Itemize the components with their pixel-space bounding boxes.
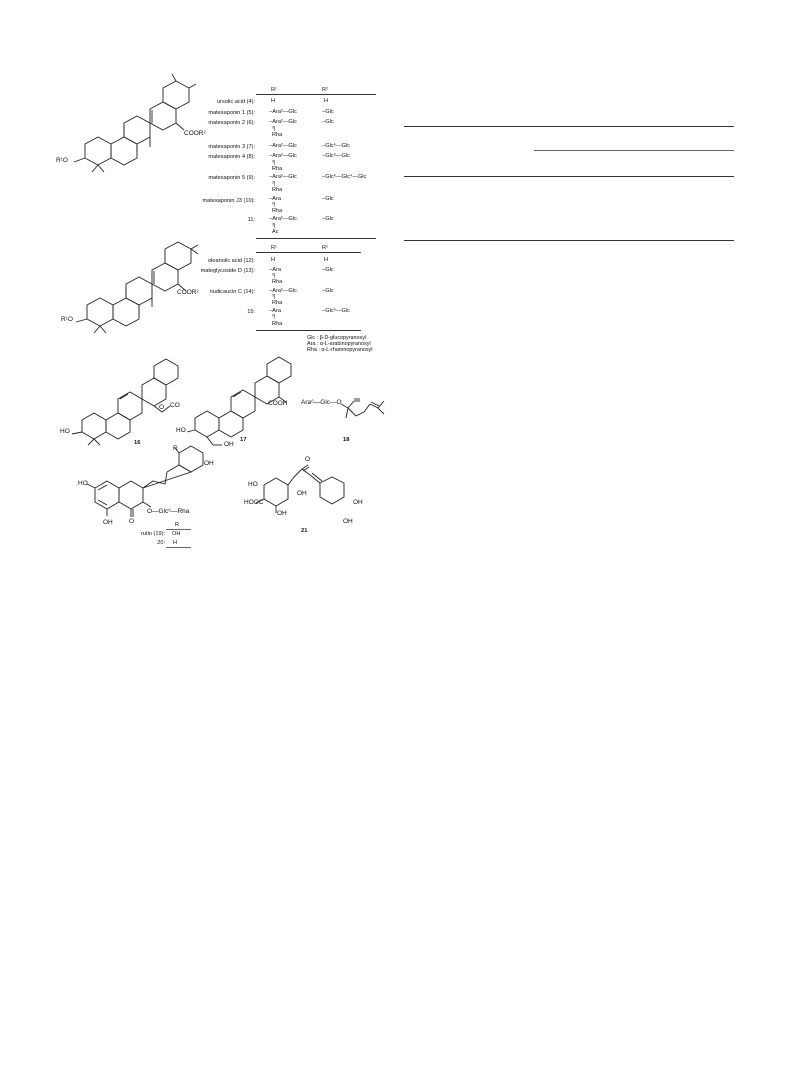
s19-ho-label: HO bbox=[78, 480, 88, 487]
s21-hooc-label: HOOC bbox=[244, 499, 264, 506]
compound-16-label: 16 bbox=[134, 440, 141, 446]
table1-row-r1: −Ara²—Glc bbox=[269, 109, 297, 115]
table2-row-name: nudicaucin C (14): bbox=[209, 289, 255, 295]
s17-oh-label: OH bbox=[224, 441, 234, 448]
table1-row-r1: −Ara²—Glc bbox=[269, 119, 297, 125]
table1-top-rule bbox=[256, 94, 376, 95]
footnote-ara: Ara : α-L-arabinopyranosyl bbox=[307, 341, 371, 347]
table1-row-r2: −Glc bbox=[322, 119, 334, 125]
table2-row-r2: H bbox=[324, 257, 329, 263]
table2-row-r1-branch: Rha bbox=[272, 321, 283, 327]
rutin-table-top-rule bbox=[166, 529, 191, 530]
table1-row-r1: −Ara²—Glc bbox=[269, 143, 297, 149]
s17-cooh-label: COOH bbox=[268, 400, 288, 407]
table2-row-r1-branch: ²| bbox=[272, 314, 276, 320]
rutin-table-row-name: rutin (19): bbox=[141, 531, 165, 537]
s21-oh4-label: OH bbox=[343, 518, 353, 525]
table1-row-name: matesaponin 4 (8): bbox=[208, 154, 255, 160]
s21-ho-label: HO bbox=[248, 481, 258, 488]
table2-row-name: 15: bbox=[247, 309, 255, 315]
table2-row-r1: −Ara bbox=[269, 267, 281, 273]
s21-oh3-label: OH bbox=[353, 499, 363, 506]
s21-oh2-label: OH bbox=[277, 510, 287, 517]
table1-row-r1: −Ara²—Glc bbox=[269, 153, 297, 159]
table1-row-r1-branch: ³| bbox=[272, 223, 276, 229]
table2-row-name: oleanolic acid (12): bbox=[208, 258, 255, 264]
rutin-table-bottom-rule bbox=[166, 547, 191, 548]
table2-bottom-rule bbox=[256, 330, 361, 331]
table1-row-r1: H bbox=[271, 98, 276, 104]
table2-row-r1-branch: ³| bbox=[272, 294, 276, 300]
table2-row-r1: −Ara bbox=[269, 308, 281, 314]
table1-row-r2: −Glc⁶—Glc bbox=[322, 153, 350, 159]
s19-glycoside-label: O—Glc⁶—Rha bbox=[147, 508, 190, 515]
s21-carbonyl-o-label: O bbox=[305, 456, 311, 463]
rutin-table-row-value: OH bbox=[172, 531, 181, 537]
compound-16-structure bbox=[62, 368, 187, 448]
table2-row-r2: −Glc bbox=[322, 288, 334, 294]
footnote-rha: Rha : α-L-rhamnopyranosyl bbox=[307, 347, 373, 353]
s21-oh1-label: OH bbox=[297, 490, 307, 497]
s2-coor-label: COOR² bbox=[177, 289, 199, 296]
s19-oh-top-label: OH bbox=[204, 460, 214, 467]
empty-table-header-rule bbox=[404, 176, 734, 177]
rutin-table-row-name: 20: bbox=[157, 540, 165, 546]
table2-row-r1: H bbox=[271, 257, 276, 263]
table2-row-r2: −Glc bbox=[322, 267, 334, 273]
table1-row-r1-branch: Ac bbox=[272, 229, 279, 235]
s16-o-label: O bbox=[159, 404, 165, 411]
table1-row-r2: −Glc⁶—Glc bbox=[322, 143, 350, 149]
table2-row-r1-branch: ²| bbox=[272, 273, 276, 279]
footnote-glc: Glc : β-D-glucopyranosyl bbox=[307, 335, 367, 341]
table1-row-r1: −Ara²—Glc bbox=[269, 174, 297, 180]
table1-row-r1-branch: ²| bbox=[272, 202, 276, 208]
table2-row-r1: −Ara²—Glc bbox=[269, 288, 297, 294]
empty-table-bottom-rule bbox=[404, 240, 734, 241]
table2-row-r1-branch: Rha bbox=[272, 279, 283, 285]
s19-oh-bottom-label: OH bbox=[103, 519, 113, 526]
table1-row-r2: −Glc bbox=[322, 109, 334, 115]
compound-21-label: 21 bbox=[301, 528, 308, 534]
rutin-table-header: R bbox=[175, 522, 180, 528]
ursane-skeleton-structure bbox=[60, 82, 210, 192]
table1-row-name: matesaponin 2 (6): bbox=[208, 120, 255, 126]
table1-row-name: matesaponin J3 (10): bbox=[202, 198, 255, 204]
table1-bottom-rule bbox=[256, 238, 376, 239]
table1-row-r1-branch: Rha bbox=[272, 187, 283, 193]
empty-table-sub-rule bbox=[534, 150, 734, 151]
table1-row-name: matesaponin 3 (7): bbox=[208, 144, 255, 150]
table2-header-r1: R¹ bbox=[271, 245, 277, 251]
compound-18-label: 18 bbox=[343, 437, 350, 443]
table2-row-r1-branch: Rha bbox=[272, 300, 283, 306]
table1-row-name: matesaponin 5 (9): bbox=[208, 175, 255, 181]
oleanane-skeleton-structure bbox=[62, 247, 212, 347]
empty-table-top-rule bbox=[404, 126, 734, 127]
compound-17-label: 17 bbox=[240, 437, 247, 443]
table1-row-r1-branch: ³| bbox=[272, 160, 276, 166]
s16-co-label: CO bbox=[170, 402, 180, 409]
table1-row-name: 11: bbox=[247, 217, 255, 223]
s18-glycoside-label: Ara⁶—Glc—O bbox=[301, 399, 342, 406]
table1-row-r2: −Glc bbox=[322, 216, 334, 222]
table1-row-r1-branch: Rha bbox=[272, 166, 283, 172]
table1-row-r2: −Glc bbox=[322, 196, 334, 202]
table2-row-r2: −Glc⁶—Glc bbox=[322, 308, 350, 314]
table1-header-r2: R² bbox=[322, 87, 328, 93]
table1-row-r1-branch: Rha bbox=[272, 208, 283, 214]
s19-ketone-o-label: O bbox=[129, 518, 135, 525]
table1-row-r1: −Ara²—Glc bbox=[269, 216, 297, 222]
s1-r1o-label: R¹O bbox=[56, 157, 68, 164]
table1-row-r2: H bbox=[324, 98, 329, 104]
s19-r-label: R bbox=[173, 445, 178, 452]
rutin-table-row-value: H bbox=[173, 540, 178, 546]
s2-r1o-label: R¹O bbox=[61, 316, 73, 323]
s17-ho-label: HO bbox=[176, 427, 186, 434]
table1-header-r1: R¹ bbox=[271, 87, 277, 93]
s16-ho-label: HO bbox=[60, 428, 70, 435]
s1-coor-label: COOR² bbox=[184, 130, 206, 137]
table2-row-name: mateglycoside D (13): bbox=[200, 268, 255, 274]
table1-row-r1-branch: ³| bbox=[272, 181, 276, 187]
table1-row-name: matesaponin 1 (5): bbox=[208, 110, 255, 116]
table1-row-r2: −Glc⁶—Glc⁴—Glc bbox=[322, 174, 367, 180]
table1-row-r1-branch: ³| bbox=[272, 126, 276, 132]
table1-row-name: ursolic acid (4): bbox=[217, 99, 255, 105]
table1-row-r1: −Ara bbox=[269, 196, 281, 202]
table2-top-rule bbox=[256, 252, 361, 253]
table2-header-r2: R² bbox=[322, 245, 328, 251]
compound-18-structure bbox=[338, 392, 398, 432]
table1-row-r1-branch: Rha bbox=[272, 132, 283, 138]
